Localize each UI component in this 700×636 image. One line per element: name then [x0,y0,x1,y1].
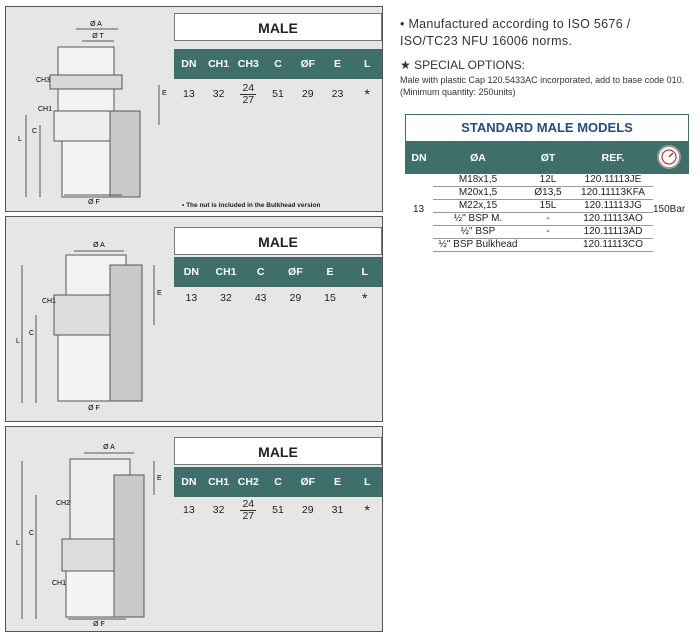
header-dn: DN [183,266,199,278]
value-ch1: 32 [220,292,232,304]
header-c: C [274,58,282,70]
models-header-a: ØA [470,152,486,164]
value-f: 29 [301,88,314,100]
header-e: E [333,58,341,70]
model-t [523,239,573,251]
header-l: L [361,266,368,278]
dim-e-label: E [157,475,162,482]
value-ch3-num: 24 [242,81,255,94]
model-row [433,174,653,187]
header-dn: DN [181,476,197,488]
dim-c-label: C [29,330,35,337]
model-a: M22x,15 [458,200,498,211]
dim-f-label: Ø F [88,199,100,206]
dim-c-label: C [29,530,35,537]
value-dn: 13 [183,504,195,516]
model-ref: 120.11113JE [584,174,642,185]
dim-e-label: E [157,290,162,297]
model-t: Ø13,5 [534,187,562,198]
models-body [405,174,689,252]
model-ref: 120.11113JG [584,200,642,211]
value-ch1: 32 [212,88,225,100]
special-options-text: Male with plastic Cap 120.5433AC incorporated, add to base code 010. (Minimum quantity: 250units) [400,75,685,97]
model-row [433,226,653,239]
value-c: 51 [272,504,284,516]
spec-header-1 [174,49,382,79]
technical-drawing-2 [14,225,168,417]
spec-header-3 [174,467,382,497]
models-title: STANDARD MALE MODELS [405,114,689,142]
dim-l-label: L [18,136,22,143]
header-l: L [363,58,371,70]
special-options-title: ★ SPECIAL OPTIONS: [400,58,526,72]
models-header-ref: REF. [601,152,625,164]
header-ch2: CH2 [237,476,259,488]
header-l: L [363,476,371,488]
spec-title-3: MALE [174,437,382,465]
header-f: ØF [300,476,316,488]
norms-text: • Manufactured according to ISO 5676 / ISO/TC23 NFU 16006 norms. [400,17,631,48]
model-row [433,213,653,226]
model-a: ½" BSP M. [453,213,503,224]
header-ch1: CH1 [208,476,230,488]
product-panel-2 [5,216,383,422]
spec-row-2 [174,287,382,309]
dim-c-label: C [32,128,38,135]
value-f: 29 [301,504,314,516]
model-a: ½" BSP Bulkhead [438,239,518,250]
model-ref: 120.11113AD [583,226,643,237]
value-c: 51 [272,88,284,100]
model-t: 12L [539,174,557,185]
value-ch3 [233,81,263,107]
header-ch3: CH3 [237,58,259,70]
spec-row-1 [174,81,382,107]
value-dn: 13 [185,292,198,304]
models-header [405,142,689,174]
model-row [433,200,653,213]
dim-a-label: Ø A [93,242,105,249]
model-ref: 120.11113AO [583,213,643,224]
dim-f-label: Ø F [88,405,100,412]
spec-header-2 [174,257,382,287]
header-e: E [333,476,341,488]
header-ch1: CH1 [215,266,237,278]
header-f: ØF [300,58,316,70]
value-l: * [361,290,368,306]
models-pressure-value: 150Bar [653,204,686,215]
value-ch3-den: 27 [242,93,255,106]
product-panel-1 [5,6,383,212]
model-t: - [546,226,550,237]
spec-title-2: MALE [174,227,382,255]
value-l: * [364,86,370,102]
value-e: 15 [324,292,336,304]
models-dn-value: 13 [413,204,425,215]
dim-e-label: E [162,90,167,97]
dim-a-label: Ø A [103,444,115,451]
dim-ch1-label: CH1 [42,298,57,305]
header-f: ØF [288,266,303,278]
value-e: 23 [331,88,344,100]
model-t: - [546,213,550,224]
models-header-t: ØT [540,152,556,164]
dim-a-label: Ø A [90,21,102,28]
value-c: 43 [254,292,267,304]
value-f: 29 [289,292,302,304]
model-ref: 120.11113KFA [581,187,645,198]
value-ch1: 32 [212,504,225,516]
header-dn: DN [181,58,197,70]
bulkhead-note: • The nut is included in the Bulkhead version [182,202,321,209]
spec-title-1: MALE [174,13,382,41]
dim-ch1-label: CH1 [38,106,53,113]
product-panel-3 [5,426,383,632]
model-a: M20x1,5 [458,187,498,198]
value-dn: 13 [183,88,195,100]
value-ch2-den: 27 [242,509,255,522]
pressure-gauge-icon [657,145,681,169]
dim-f-label: Ø F [93,621,105,627]
standard-models-table [405,114,689,252]
models-header-dn: DN [411,152,427,164]
dim-ch2-label: CH2 [56,500,71,507]
header-e: E [326,266,334,278]
model-row [433,187,653,200]
info-section [400,16,690,98]
dim-l-label: L [16,338,20,345]
model-ref: 120.11113CO [582,239,644,250]
header-ch1: CH1 [208,58,230,70]
technical-drawing-1 [14,15,168,207]
technical-drawing-3 [14,435,168,627]
value-ch2-num: 24 [242,497,255,510]
model-t: 15L [539,200,557,211]
value-ch2 [233,497,263,523]
model-a: M18x1,5 [458,174,498,185]
model-a: ½" BSP [460,226,496,237]
dim-l-label: L [16,540,20,547]
dim-ch1-label: CH1 [52,580,67,587]
model-row [433,239,653,252]
value-l: * [364,502,370,518]
spec-row-3 [174,497,382,523]
header-c: C [274,476,282,488]
dim-t-label: Ø T [92,33,104,40]
value-e: 31 [331,504,344,516]
dim-ch3-label: CH3 [36,77,51,84]
header-c: C [256,266,265,278]
